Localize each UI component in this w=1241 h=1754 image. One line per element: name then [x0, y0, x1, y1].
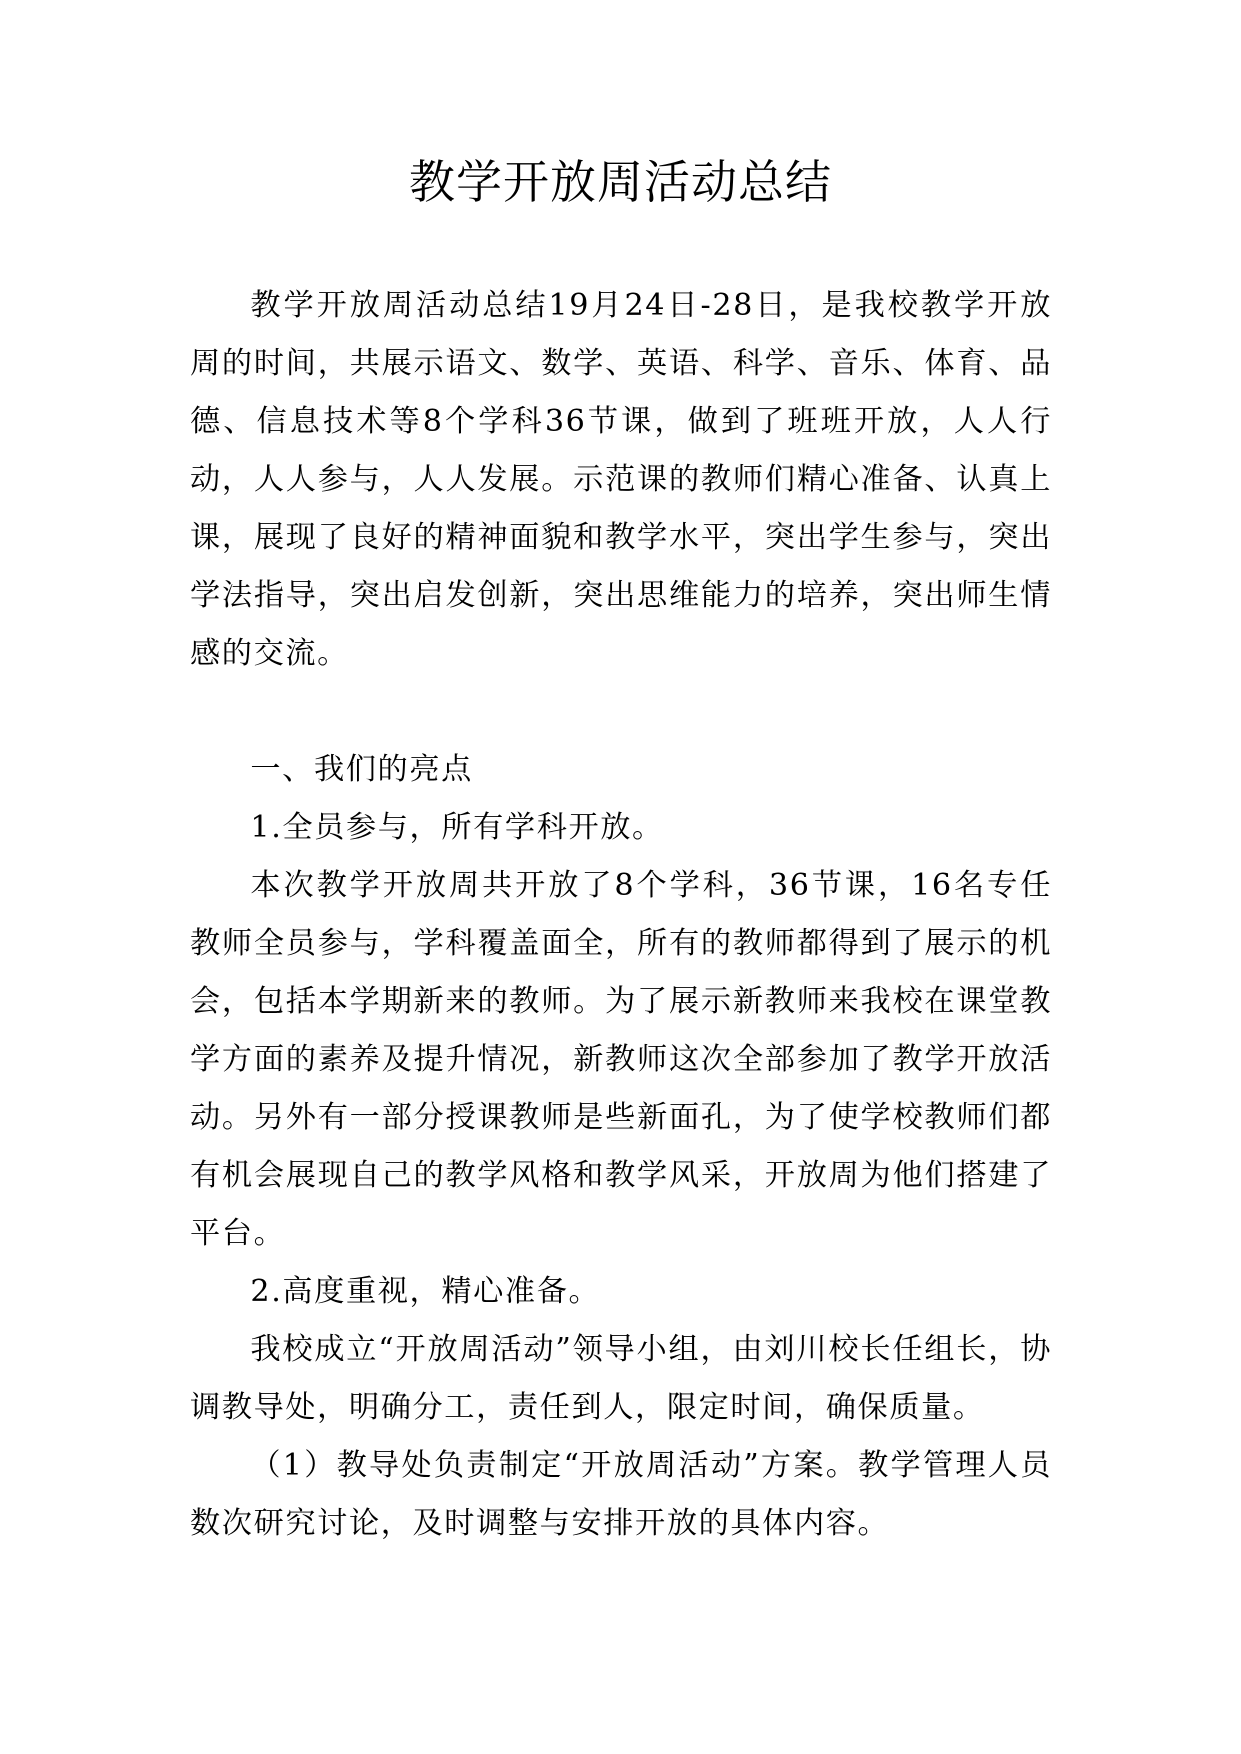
point-1-heading: 1.全员参与，所有学科开放。 [250, 810, 664, 845]
point-2-heading: 2.高度重视，精心准备。 [250, 1274, 601, 1309]
paragraph-gap [190, 683, 1052, 741]
intro-paragraph: 教学开放周活动总结19月24日-28日，是我校教学开放周的时间，共展示语文、数学、英语、科学、音乐、体育、品德、信息技术等8个学科36节课，做到了班班开放，人人行动，人人参与，人人发展。示范课的教师们精心准备、认真上课，展现了良好的精神面貌和教学水平，突出学生参与，突出学法指导，突出启发创新，突出思维能力的培养，突出师生情感的交流。 [190, 288, 1052, 671]
item-1-paragraph: （1）教导处负责制定“开放周活动”方案。教学管理人员数次研究讨论，及时调整与安排开放的具体内容。 [190, 1448, 1052, 1541]
section-heading: 一、我们的亮点 [250, 752, 473, 787]
point-1-paragraph: 本次教学开放周共开放了8个学科，36节课，16名专任教师全员参与，学科覆盖面全，所有的教师都得到了展示的机会，包括本学期新来的教师。为了展示新教师来我校在课堂教学方面的素养及提升情况，新教师这次全部参加了教学开放活动。另外有一部分授课教师是些新面孔，为了使学校教师们都有机会展现自己的教学风格和教学风采，开放周为他们搭建了平台。 [190, 868, 1052, 1251]
document-body [190, 277, 1052, 1553]
document-title: 教学开放周活动总结 [409, 155, 832, 209]
point-2-paragraph: 我校成立“开放周活动”领导小组，由刘川校长任组长，协调教导处，明确分工，责任到人，限定时间，确保质量。 [190, 1332, 1052, 1425]
